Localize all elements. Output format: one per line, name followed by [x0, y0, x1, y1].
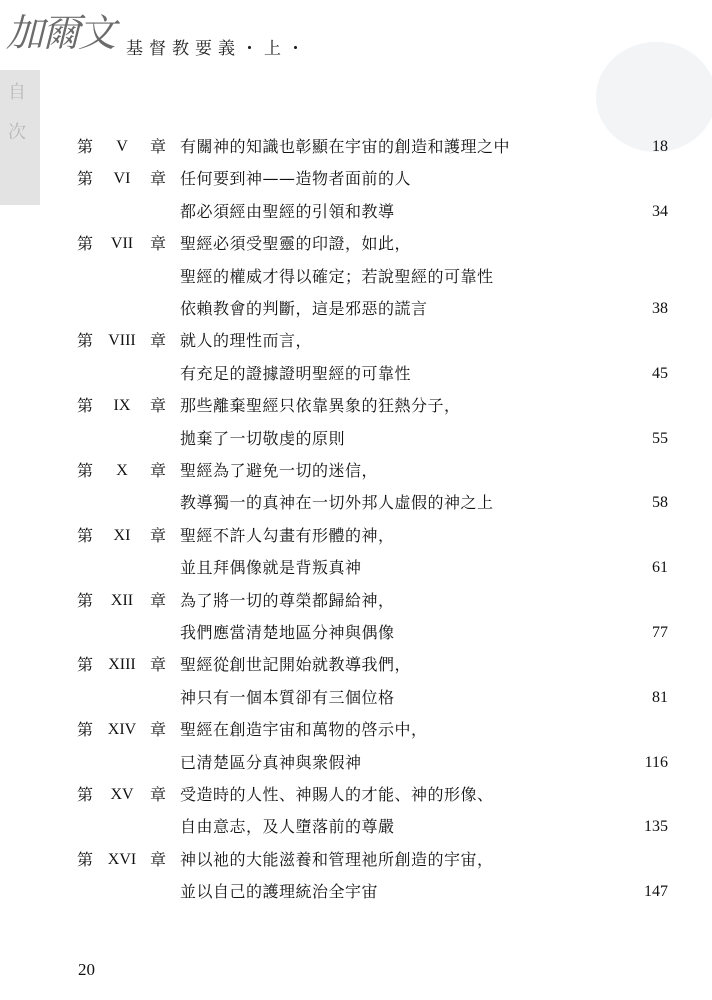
chapter-number: XV: [110, 786, 134, 803]
chapter-suffix: 章: [150, 169, 167, 189]
toc-entry-continuation: [0, 425, 712, 453]
chapter-number: XII: [110, 591, 134, 609]
chapter-suffix: 章: [150, 720, 167, 740]
toc-entry-continuation: [0, 295, 712, 323]
page-ref: 61: [652, 559, 668, 577]
toc-entry-continuation: [0, 360, 712, 388]
chapter-title-line: 聖經必須受聖靈的印證，如此，: [180, 234, 412, 254]
page-ref: 18: [652, 138, 668, 155]
chapter-prefix: 第: [77, 137, 94, 156]
chapter-number: XVI: [107, 850, 137, 868]
chapter-number: X: [116, 462, 128, 479]
side-tab-glyph: 次: [8, 122, 26, 143]
page-ref: 55: [652, 429, 668, 447]
chapter-title-line: 聖經的權威才得以確定；若說聖經的可靠性: [180, 266, 494, 286]
toc-entry: [0, 781, 712, 809]
chapter-prefix: 第: [77, 396, 94, 416]
chapter-number: XIV: [107, 721, 137, 739]
chapter-number: XIII: [108, 656, 136, 674]
chapter-title-line: 並以自己的護理統治全宇宙: [180, 882, 379, 902]
chapter-title-line: 那些離棄聖經只依靠異象的狂熱分子，: [180, 396, 461, 416]
chapter-prefix: 第: [77, 849, 94, 869]
toc-entry-continuation: [0, 263, 712, 291]
toc-entry: [0, 230, 712, 258]
chapter-suffix: 章: [150, 234, 167, 254]
book-title: 基督教要義・上・: [126, 39, 310, 59]
page-ref: 116: [644, 753, 668, 771]
chapter-title-line: 有關神的知識也彰顯在宇宙的創造和護理之中: [180, 137, 511, 156]
chapter-title-line: 任何要到神——造物者面前的人: [180, 169, 412, 189]
chapter-title-line: 為了將一切的尊榮都歸給神，: [180, 590, 395, 610]
toc-entry: [0, 522, 712, 550]
toc-entry-continuation: [0, 813, 712, 841]
chapter-title-line: 都必須經由聖經的引領和教導: [180, 201, 395, 221]
toc-entry-continuation: [0, 554, 712, 582]
chapter-title-line: 我們應當清楚地區分神與偶像: [180, 623, 395, 642]
chapter-number: VIII: [108, 332, 136, 350]
chapter-number: V: [116, 138, 128, 155]
chapter-title-line: 就人的理性而言，: [180, 331, 313, 351]
chapter-title-line: 並且拜偶像就是背叛真神: [180, 558, 362, 578]
chapter-prefix: 第: [77, 590, 94, 610]
chapter-number: IX: [113, 397, 131, 415]
page-ref: 58: [652, 494, 668, 512]
chapter-title-line: 拋棄了一切敬虔的原則: [180, 428, 346, 448]
page-ref: 147: [644, 883, 668, 901]
chapter-title-line: 聖經為了避免一切的迷信，: [180, 461, 379, 480]
chapter-number: VII: [110, 235, 134, 253]
chapter-title-line: 聖經不許人勾畫有形體的神，: [180, 525, 395, 545]
chapter-suffix: 章: [150, 785, 167, 804]
chapter-prefix: 第: [77, 234, 94, 254]
toc-entry: [0, 457, 712, 485]
chapter-number: XI: [113, 526, 131, 544]
chapter-suffix: 章: [150, 396, 167, 416]
toc-entry: [0, 587, 712, 615]
chapter-suffix: 章: [150, 461, 167, 480]
chapter-suffix: 章: [150, 137, 167, 156]
side-tab-glyph: 自: [8, 82, 26, 103]
chapter-title-line: 有充足的證據證明聖經的可靠性: [180, 363, 412, 383]
chapter-title-line: 聖經在創造宇宙和萬物的啓示中，: [180, 720, 428, 740]
toc-entry-continuation: [0, 749, 712, 777]
toc-entry-continuation: [0, 878, 712, 906]
toc-entry: [0, 133, 712, 161]
chapter-prefix: 第: [77, 169, 94, 189]
chapter-suffix: 章: [150, 590, 167, 610]
chapter-suffix: 章: [150, 849, 167, 869]
toc-entry: [0, 651, 712, 679]
toc-entry-continuation: [0, 198, 712, 226]
toc-entry: [0, 846, 712, 874]
chapter-number: VI: [113, 170, 131, 188]
chapter-prefix: 第: [77, 331, 94, 351]
page-number: 20: [78, 960, 95, 979]
toc-entry-continuation: [0, 684, 712, 712]
publisher-brand: 加爾文: [6, 11, 115, 55]
chapter-prefix: 第: [77, 720, 94, 740]
page-ref: 135: [644, 818, 668, 836]
toc-entry: [0, 716, 712, 744]
chapter-title-line: 神以祂的大能滋養和管理祂所創造的宇宙，: [180, 849, 494, 869]
toc-entry: [0, 327, 712, 355]
chapter-prefix: 第: [77, 525, 94, 545]
chapter-prefix: 第: [77, 461, 94, 480]
toc-entry: [0, 392, 712, 420]
chapter-title-line: 已清楚區分真神與衆假神: [180, 752, 362, 772]
chapter-title-line: 依賴教會的判斷，這是邪惡的謊言: [180, 299, 428, 318]
chapter-title-line: 聖經從創世記開始就教導我們，: [180, 655, 412, 675]
toc-entry-continuation: [0, 619, 712, 647]
page-ref: 45: [652, 364, 668, 382]
page-ref: 77: [652, 624, 668, 641]
toc-entry: [0, 165, 712, 193]
chapter-title-line: 自由意志，及人墮落前的尊嚴: [180, 817, 395, 837]
toc-entry-continuation: [0, 489, 712, 517]
chapter-title-line: 受造時的人性、神賜人的才能、神的形像、: [180, 785, 494, 804]
chapter-suffix: 章: [150, 331, 167, 351]
chapter-prefix: 第: [77, 655, 94, 675]
chapter-suffix: 章: [150, 525, 167, 545]
page-ref: 34: [652, 202, 668, 220]
chapter-suffix: 章: [150, 655, 167, 675]
page-ref: 38: [652, 300, 668, 317]
chapter-prefix: 第: [77, 785, 94, 804]
page-ref: 81: [652, 688, 668, 706]
chapter-title-line: 神只有一個本質卻有三個位格: [180, 687, 395, 707]
chapter-title-line: 教導獨一的真神在一切外邦人虛假的神之上: [180, 493, 494, 513]
